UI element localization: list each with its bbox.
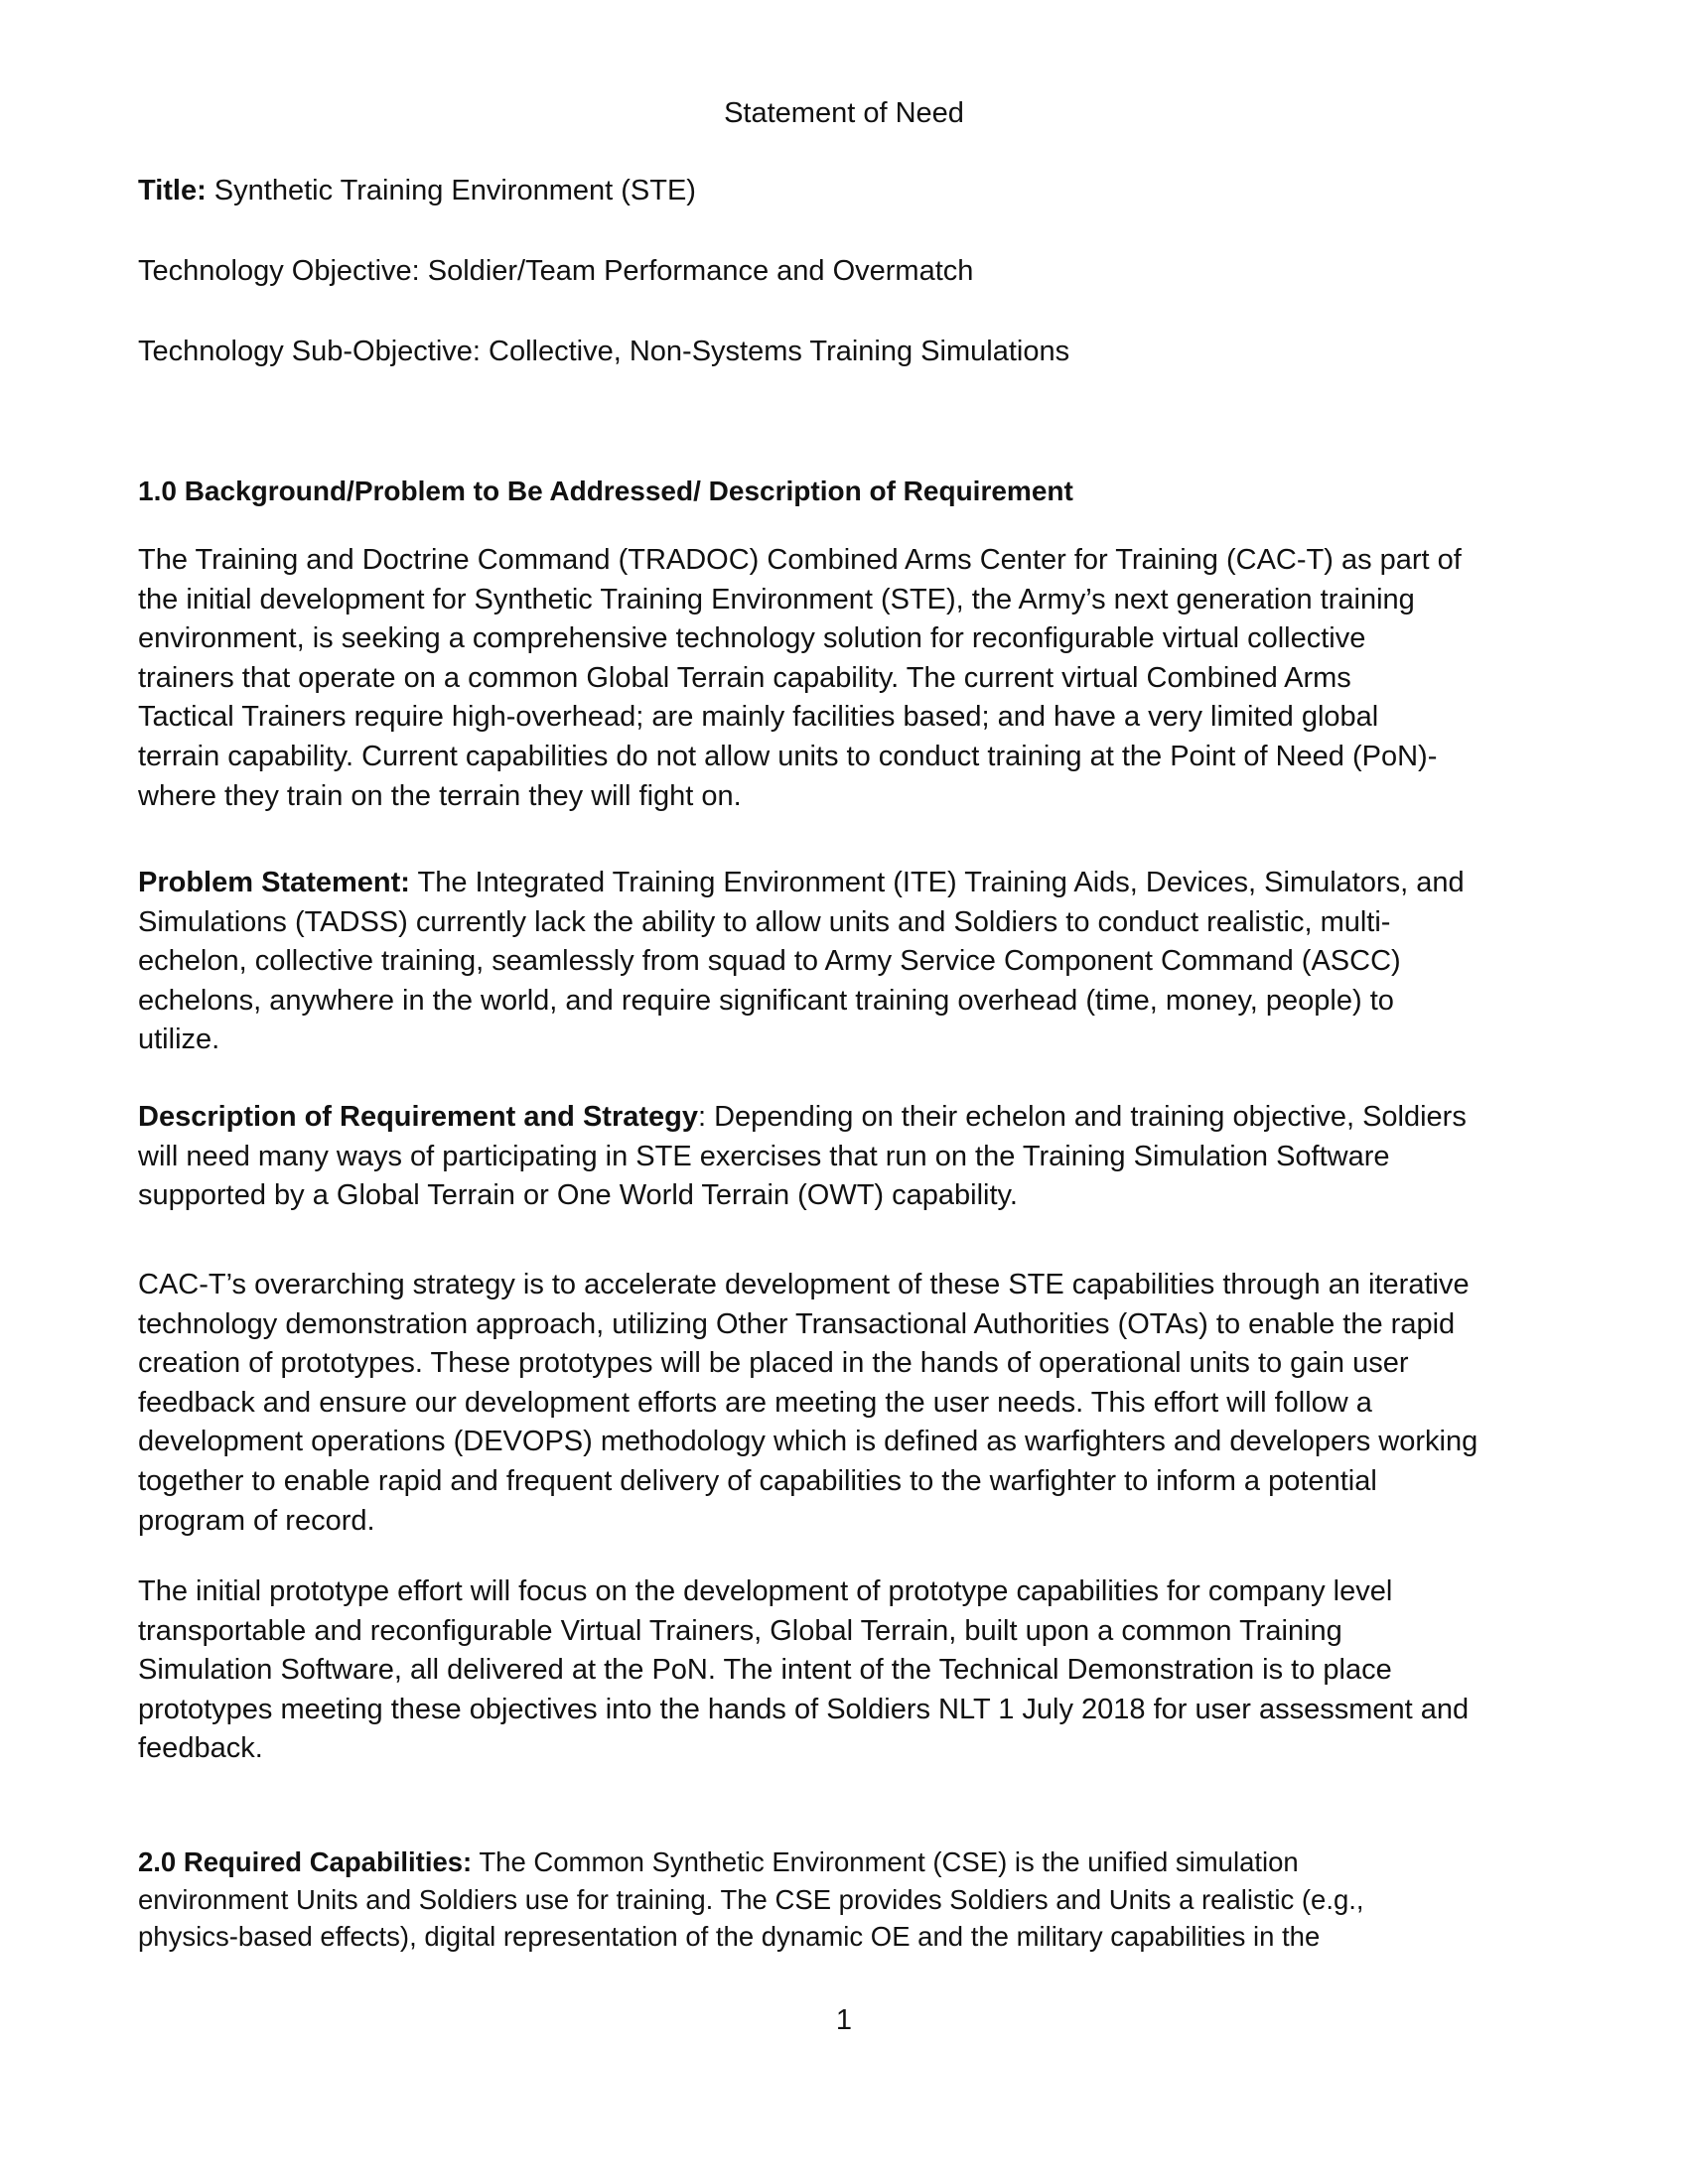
paragraph-line: where they train on the terrain they will fight on. [138, 779, 742, 812]
paragraph-line [138, 864, 1548, 903]
section-1-heading: 1.0 Background/Problem to Be Addressed/ Description of Requirement [138, 476, 1073, 506]
paragraph-line [138, 1098, 1548, 1138]
paragraph-line: development operations (DEVOPS) methodology which is defined as warfighters and developers working [138, 1426, 1478, 1458]
paragraph-line: prototypes meeting these objectives into the hands of Soldiers NLT 1 July 2018 for user assessment and [138, 1693, 1470, 1725]
paragraph-line: program of record. [138, 1504, 375, 1537]
paragraph-text: The Common Synthetic Environment (CSE) is the unified simulation [472, 1846, 1299, 1877]
paragraph-line: echelon, collective training, seamlessly from squad to Army Service Component Command (ASCC) [138, 945, 1401, 978]
title-value: Synthetic Training Environment (STE) [206, 175, 696, 206]
paragraph-line: feedback and ensure our development efforts are meeting the user needs. This effort will follow a [138, 1386, 1372, 1419]
paragraph-line: Simulation Software, all delivered at the PoN. The intent of the Technical Demonstration is to place [138, 1654, 1392, 1687]
paragraph-line: environment, is seeking a comprehensive technology solution for reconfigurable virtual collective [138, 622, 1366, 655]
paragraph-line: The Training and Doctrine Command (TRADOC) Combined Arms Center for Training (CAC-T) as part of [138, 544, 1462, 576]
section-2-paragraph [138, 1843, 1528, 1956]
document-title: Statement of Need [724, 97, 964, 129]
paragraph-line: will need many ways of participating in STE exercises that run on the Training Simulation Software [138, 1140, 1390, 1172]
strategy-paragraph [138, 1266, 1548, 1541]
paragraph-line: supported by a Global Terrain or One World Terrain (OWT) capability. [138, 1179, 1018, 1212]
paragraph-line: The initial prototype effort will focus on the development of prototype capabilities for company level [138, 1575, 1393, 1607]
paragraph-line: transportable and reconfigurable Virtual Trainers, Global Terrain, built upon a common Training [138, 1614, 1342, 1647]
paragraph-line: trainers that operate on a common Global Terrain capability. The current virtual Combined Arms [138, 661, 1351, 694]
paragraph-text: The Integrated Training Environment (ITE) Training Aids, Devices, Simulators, and [409, 867, 1465, 898]
problem-statement-paragraph [138, 864, 1548, 1060]
technology-objective: Technology Objective: Soldier/Team Performance and Overmatch [138, 255, 974, 287]
paragraph-line: the initial development for Synthetic Training Environment (STE), the Army’s next generation training [138, 583, 1415, 615]
paragraph-line: physics-based effects), digital representation of the dynamic OE and the military capabilities in the [138, 1921, 1321, 1952]
paragraph-text: : Depending on their echelon and training objective, Soldiers [698, 1101, 1467, 1133]
technology-sub-objective: Technology Sub-Objective: Collective, Non-Systems Training Simulations [138, 336, 1070, 367]
paragraph-line: together to enable rapid and frequent delivery of capabilities to the warfighter to inform a potential [138, 1464, 1377, 1497]
title-label: Title: [138, 175, 207, 206]
paragraph-line [138, 1843, 1528, 1881]
paragraph-line: Tactical Trainers require high-overhead; are mainly facilities based; and have a very limited global [138, 701, 1379, 734]
paragraph-line: technology demonstration approach, utilizing Other Transactional Authorities (OTAs) to enable the rapid [138, 1307, 1456, 1340]
description-paragraph [138, 1098, 1548, 1216]
paragraph-line: terrain capability. Current capabilities do not allow units to conduct training at the Point of Need (PoN)- [138, 740, 1438, 772]
page-number: 1 [835, 2004, 853, 2036]
paragraph-line: utilize. [138, 1024, 220, 1056]
description-label: Description of Requirement and Strategy [138, 1101, 698, 1133]
background-paragraph [138, 541, 1548, 816]
paragraph-line: Simulations (TADSS) currently lack the ability to allow units and Soldiers to conduct realistic, multi- [138, 905, 1391, 938]
section-2-heading: 2.0 Required Capabilities: [138, 1846, 473, 1877]
paragraph-line: feedback. [138, 1732, 263, 1765]
paragraph-line: environment Units and Soldiers use for training. The CSE provides Soldiers and Units a realistic (e.g., [138, 1883, 1364, 1915]
problem-statement-label: Problem Statement: [138, 867, 410, 898]
paragraph-line: creation of prototypes. These prototypes will be placed in the hands of operational units to gain user [138, 1347, 1409, 1380]
paragraph-line: CAC-T’s overarching strategy is to accelerate development of these STE capabilities through an iterative [138, 1269, 1470, 1300]
paragraph-line: echelons, anywhere in the world, and require significant training overhead (time, money, people) to [138, 984, 1394, 1017]
prototype-paragraph [138, 1572, 1548, 1769]
title-line [138, 172, 696, 209]
